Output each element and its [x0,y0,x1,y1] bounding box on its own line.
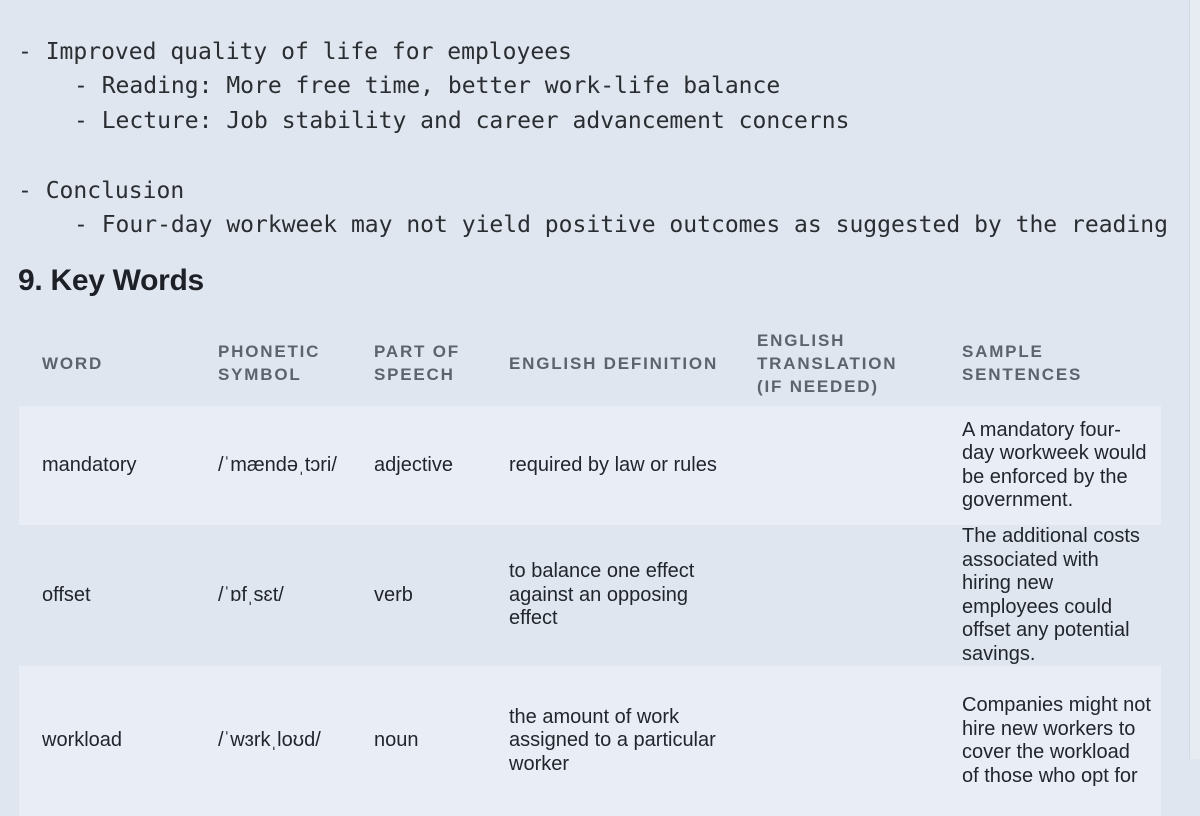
key-words-table [19,320,1161,816]
header-translation: ENGLISH TRANSLATION (IF NEEDED) [757,330,898,396]
cell-phonetic: /ˈmændəˌtɔri/ [218,453,337,476]
note-line: - Reading: More free time, better work-life balance [74,73,781,99]
cell-sentence: Companies might not hire new workers to cover the workload of those who opt for [962,694,1151,787]
cell-translation [734,666,939,816]
cell-sentence: A mandatory four-day workweek would be enforced by the government. [962,418,1147,511]
header-sample-sentences: SAMPLE SENTENCES [962,342,1083,384]
table-row [19,525,1161,666]
table-header-row [19,320,1161,406]
header-word: WORD [42,353,104,373]
note-line: - Lecture: Job stability and career advancement concerns [74,108,850,134]
notes-code-block [18,0,1168,238]
note-line: - Conclusion [18,178,185,204]
cell-definition: the amount of work assigned to a particular worker [509,705,716,775]
vertical-scrollbar[interactable] [1189,0,1200,759]
cell-word: offset [42,583,91,606]
cell-part-of-speech: adjective [374,453,453,476]
cell-part-of-speech: noun [374,729,419,752]
table-row [19,406,1161,525]
cell-phonetic: /ˈɒfˌsɛt/ [218,583,284,606]
cell-definition: required by law or rules [509,453,717,476]
cell-part-of-speech: verb [374,583,413,606]
header-definition: ENGLISH DEFINITION [509,353,719,373]
cell-word: workload [42,729,123,752]
header-part-of-speech: PART OF SPEECH [374,342,460,384]
cell-translation [734,525,939,666]
cell-sentence: The additional costs associated with hiring new employees could offset any potential savings. [962,525,1140,665]
table-row [19,666,1161,816]
note-line: - Improved quality of life for employees [18,39,572,65]
section-heading: 9. Key Words [18,264,204,297]
cell-translation [734,406,939,525]
cell-definition: to balance one effect against an opposing effect [509,560,695,630]
cell-word: mandatory [42,453,137,476]
cell-phonetic: /ˈwɜrkˌloʊd/ [218,729,321,752]
header-phonetic: PHONETIC SYMBOL [218,342,321,384]
note-line: - Four-day workweek may not yield positive outcomes as suggested by the reading [74,212,1168,238]
